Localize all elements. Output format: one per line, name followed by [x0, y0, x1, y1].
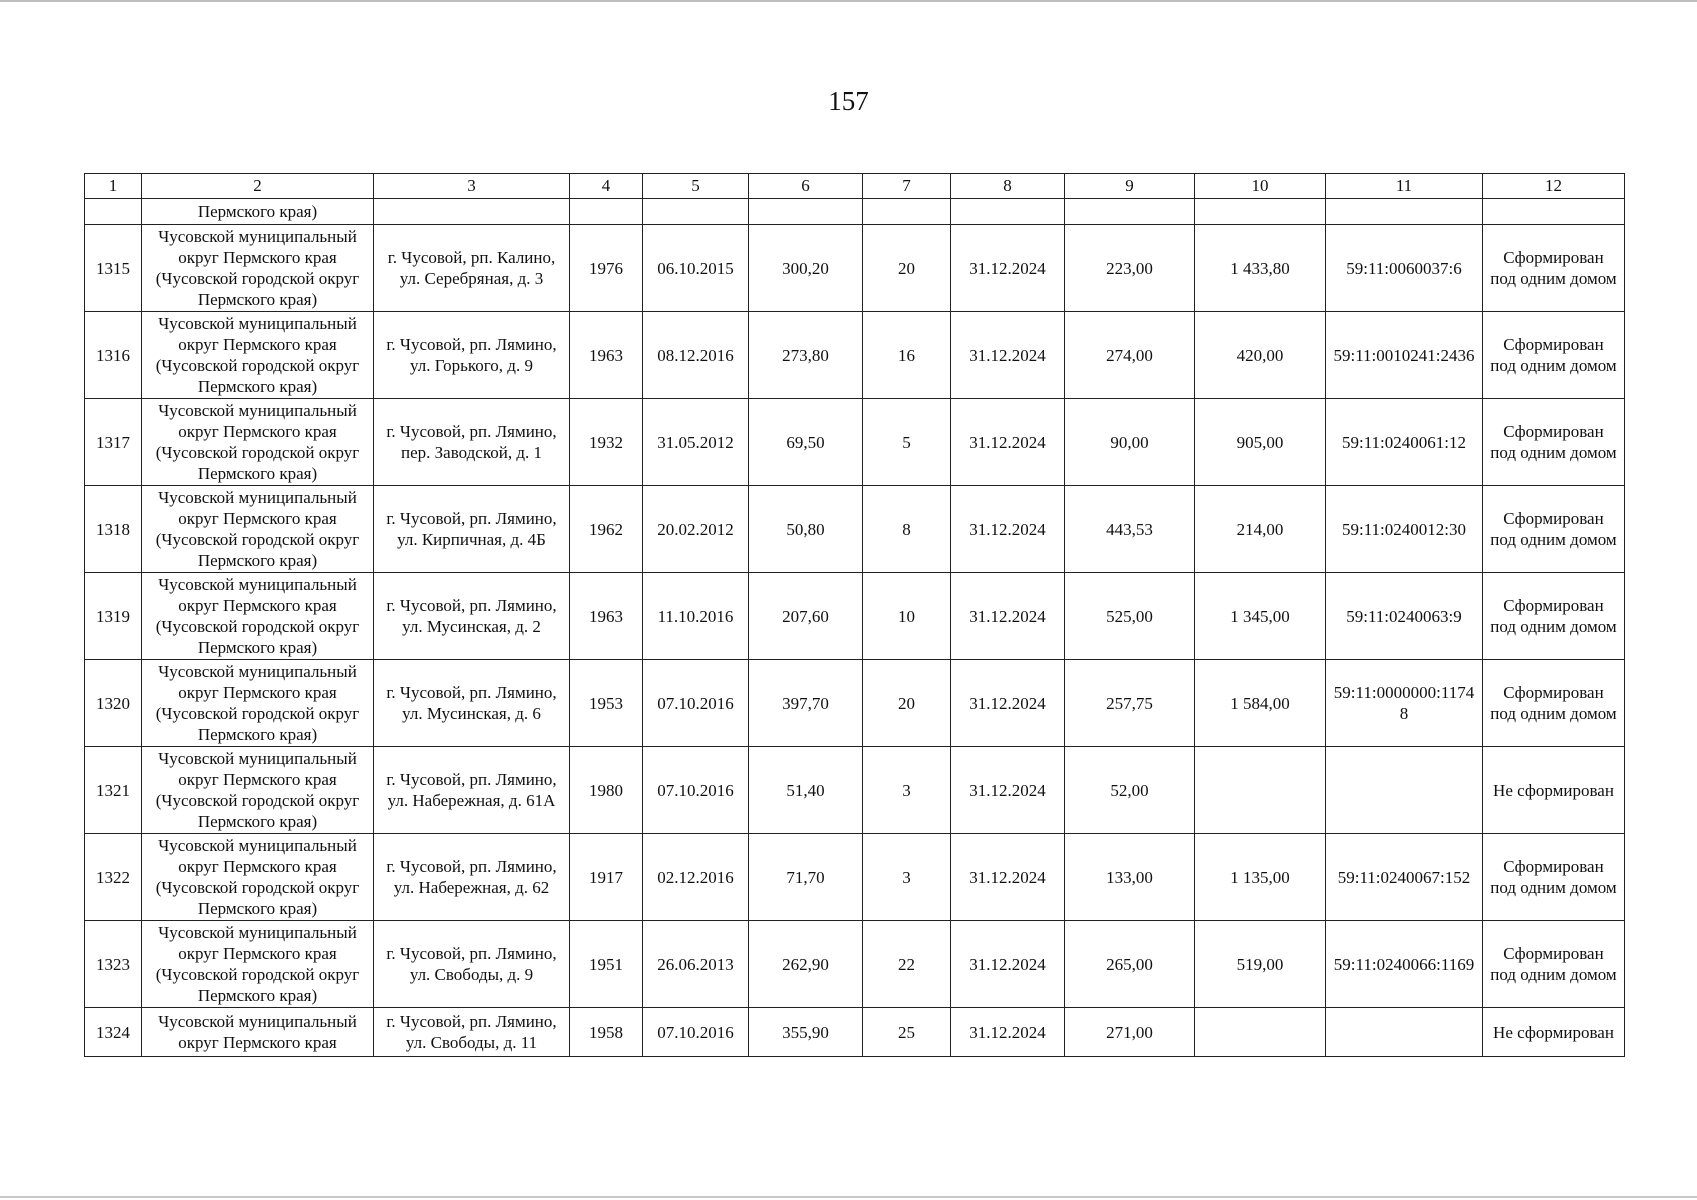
- cell-cadastral-number: [1326, 312, 1483, 399]
- cell-row-number: 1323: [85, 921, 142, 1008]
- cell-line: под одним домом: [1490, 704, 1617, 723]
- cell-date: 06.10.2015: [643, 225, 749, 312]
- cell-line: округ Пермского края: [178, 509, 337, 528]
- cell-line: под одним домом: [1490, 617, 1617, 636]
- table-row: [85, 486, 1625, 573]
- cell-owner: [142, 834, 374, 921]
- cell-cadastral-number: [1326, 747, 1483, 834]
- cell-land-area: 133,00: [1065, 834, 1195, 921]
- cell-row-number: 1317: [85, 399, 142, 486]
- cell-plot-area: 420,00: [1195, 312, 1326, 399]
- cell-line: Пермского края): [197, 812, 318, 831]
- cell-line: округ Пермского края: [178, 944, 337, 963]
- cell-plot-status: [1483, 573, 1625, 660]
- cell-plot-area: [1195, 747, 1326, 834]
- cell-line: Пермского края): [197, 986, 318, 1005]
- cell-deadline: 31.12.2024: [951, 660, 1065, 747]
- cell-residents: 8: [863, 486, 951, 573]
- cell-row-number: 1316: [85, 312, 142, 399]
- table-row: [85, 573, 1625, 660]
- cell-line: (Чусовской городской округ: [155, 617, 360, 636]
- cell-line: (Чусовской городской округ: [155, 878, 360, 897]
- cell-plot-status: [1483, 399, 1625, 486]
- cell-land-area: 52,00: [1065, 747, 1195, 834]
- cell-area: 355,90: [749, 1008, 863, 1057]
- cell-plot-area: 1 135,00: [1195, 834, 1326, 921]
- col-header-3: 3: [374, 174, 570, 199]
- cell-line: под одним домом: [1490, 965, 1617, 984]
- cell: [1483, 199, 1625, 225]
- cell-line: Чусовской муниципальный: [158, 923, 357, 942]
- table-row: [85, 660, 1625, 747]
- col-header-9: 9: [1065, 174, 1195, 199]
- cell-cadastral-number: [1326, 399, 1483, 486]
- cell-address: [374, 921, 570, 1008]
- col-header-5: 5: [643, 174, 749, 199]
- table-row: [85, 225, 1625, 312]
- cell-plot-area: 1 345,00: [1195, 573, 1326, 660]
- cell-line: 59:11:0240066:1169: [1333, 954, 1475, 974]
- cell: [1326, 199, 1483, 225]
- cell-row-number: 1320: [85, 660, 142, 747]
- cell-line: под одним домом: [1490, 530, 1617, 549]
- cell-year-built: 1932: [570, 399, 643, 486]
- cell-row-number: 1322: [85, 834, 142, 921]
- cell-residents: 3: [863, 834, 951, 921]
- table-row: [85, 834, 1625, 921]
- cell-line: округ Пермского края: [178, 335, 337, 354]
- cell-year-built: 1917: [570, 834, 643, 921]
- cell-line: Пермского края): [197, 725, 318, 744]
- cell-line: Пермского края): [197, 464, 318, 483]
- page-number: 157: [828, 86, 869, 116]
- cell-plot-area: 905,00: [1195, 399, 1326, 486]
- cell-owner-continued: Пермского края): [142, 199, 374, 225]
- cell-line: пер. Заводской, д. 1: [401, 443, 542, 462]
- cell: [643, 199, 749, 225]
- cell-land-area: 525,00: [1065, 573, 1195, 660]
- cell-address: [374, 834, 570, 921]
- cell: [749, 199, 863, 225]
- housing-registry-table: [84, 173, 1625, 1057]
- cell-line: ул. Свободы, д. 9: [409, 965, 534, 984]
- cell-line: Чусовской муниципальный: [158, 488, 357, 507]
- cell-line: Не сформирован: [1493, 780, 1614, 800]
- scan-edge-top: [0, 0, 1697, 2]
- cell: [85, 199, 142, 225]
- cell-year-built: 1958: [570, 1008, 643, 1057]
- cell-line: округ Пермского края: [178, 596, 337, 615]
- cell-land-area: 265,00: [1065, 921, 1195, 1008]
- col-header-6: 6: [749, 174, 863, 199]
- cell-line: г. Чусовой, рп. Лямино,: [386, 770, 557, 789]
- cell-line: Сформирован: [1503, 857, 1604, 876]
- cell-plot-area: 214,00: [1195, 486, 1326, 573]
- cell-address: [374, 399, 570, 486]
- cell-line: (Чусовской городской округ: [155, 965, 360, 984]
- cell-cadastral-number: [1326, 660, 1483, 747]
- cell-line: Чусовской муниципальный: [158, 1012, 357, 1031]
- cell-date: 31.05.2012: [643, 399, 749, 486]
- cell-owner: [142, 312, 374, 399]
- cell-line: ул. Набережная, д. 62: [393, 878, 550, 897]
- cell-date: 20.02.2012: [643, 486, 749, 573]
- cell-line: Чусовской муниципальный: [158, 749, 357, 768]
- cell-line: Чусовской муниципальный: [158, 836, 357, 855]
- cell-line: Чусовской муниципальный: [158, 227, 357, 246]
- cell-line: Пермского края): [197, 290, 318, 309]
- cell-line: под одним домом: [1490, 443, 1617, 462]
- col-header-2: 2: [142, 174, 374, 199]
- cell-deadline: 31.12.2024: [951, 312, 1065, 399]
- cell-line: Сформирован: [1503, 683, 1604, 702]
- cell-plot-status: [1483, 921, 1625, 1008]
- cell-area: 397,70: [749, 660, 863, 747]
- cell-cadastral-number: [1326, 486, 1483, 573]
- cell-date: 07.10.2016: [643, 747, 749, 834]
- column-number-row: [85, 174, 1625, 199]
- cell-line: Сформирован: [1503, 944, 1604, 963]
- cell-plot-status: [1483, 1008, 1625, 1057]
- cell-plot-area: [1195, 1008, 1326, 1057]
- cell-owner: [142, 399, 374, 486]
- cell-cadastral-number: [1326, 834, 1483, 921]
- cell-address: [374, 747, 570, 834]
- table-row: [85, 399, 1625, 486]
- cell-owner: [142, 747, 374, 834]
- cell-line: 59:11:0060037:6: [1346, 258, 1462, 278]
- cell-line: (Чусовской городской округ: [155, 269, 360, 288]
- cell-date: 07.10.2016: [643, 660, 749, 747]
- col-header-12: 12: [1483, 174, 1625, 199]
- cell: [570, 199, 643, 225]
- cell-area: 50,80: [749, 486, 863, 573]
- cell-owner: [142, 225, 374, 312]
- cell-area: 300,20: [749, 225, 863, 312]
- cell-cadastral-number: [1326, 573, 1483, 660]
- cell-line: ул. Кирпичная, д. 4Б: [397, 530, 546, 549]
- cell-deadline: 31.12.2024: [951, 921, 1065, 1008]
- cell-row-number: 1318: [85, 486, 142, 573]
- cell-line: ул. Серебряная, д. 3: [399, 269, 544, 288]
- cell-year-built: 1980: [570, 747, 643, 834]
- cell-area: 273,80: [749, 312, 863, 399]
- cell-line: Пермского края): [197, 551, 318, 570]
- cell-land-area: 271,00: [1065, 1008, 1195, 1057]
- cell-residents: 16: [863, 312, 951, 399]
- cell-residents: 3: [863, 747, 951, 834]
- table-body: [85, 174, 1625, 1057]
- cell-date: 08.12.2016: [643, 312, 749, 399]
- cell-cadastral-number: [1326, 225, 1483, 312]
- cell-deadline: 31.12.2024: [951, 573, 1065, 660]
- cell-land-area: 443,53: [1065, 486, 1195, 573]
- cell-row-number: 1324: [85, 1008, 142, 1057]
- cell-line: г. Чусовой, рп. Лямино,: [386, 1012, 557, 1031]
- cell-line: под одним домом: [1490, 269, 1617, 288]
- cell-deadline: 31.12.2024: [951, 834, 1065, 921]
- cell-line: округ Пермского края: [178, 770, 337, 789]
- cell-owner: [142, 660, 374, 747]
- cell-address: [374, 660, 570, 747]
- table-row: [85, 747, 1625, 834]
- cell-year-built: 1951: [570, 921, 643, 1008]
- cell-row-number: 1319: [85, 573, 142, 660]
- cell-area: 262,90: [749, 921, 863, 1008]
- cell-line: (Чусовской городской округ: [155, 356, 360, 375]
- cell-line: Пермского края): [197, 638, 318, 657]
- cell-plot-status: [1483, 834, 1625, 921]
- cell-plot-status: [1483, 660, 1625, 747]
- cell-deadline: 31.12.2024: [951, 399, 1065, 486]
- cell-year-built: 1963: [570, 573, 643, 660]
- cell-line: Не сформирован: [1493, 1022, 1614, 1042]
- cell-plot-area: 1 584,00: [1195, 660, 1326, 747]
- cell-area: 69,50: [749, 399, 863, 486]
- cell-area: 207,60: [749, 573, 863, 660]
- cell-row-number: 1321: [85, 747, 142, 834]
- cell-line: Сформирован: [1503, 335, 1604, 354]
- cell-line: г. Чусовой, рп. Лямино,: [386, 422, 557, 441]
- cell-land-area: 90,00: [1065, 399, 1195, 486]
- cell-line: г. Чусовой, рп. Лямино,: [386, 596, 557, 615]
- cell-line: Сформирован: [1503, 248, 1604, 267]
- cell-line: Чусовской муниципальный: [158, 575, 357, 594]
- table-row: [85, 1008, 1625, 1057]
- cell-owner: [142, 486, 374, 573]
- cell-line: Чусовской муниципальный: [158, 401, 357, 420]
- cell: [1195, 199, 1326, 225]
- cell-line: Сформирован: [1503, 596, 1604, 615]
- cell-line: 8: [1399, 704, 1409, 723]
- cell-plot-status: [1483, 486, 1625, 573]
- cell-date: 11.10.2016: [643, 573, 749, 660]
- col-header-4: 4: [570, 174, 643, 199]
- cell-residents: 22: [863, 921, 951, 1008]
- cell-line: Пермского края): [197, 899, 318, 918]
- cell-plot-area: 1 433,80: [1195, 225, 1326, 312]
- cell-owner: [142, 921, 374, 1008]
- scan-edge-bottom: [0, 1196, 1697, 1198]
- cell-address: [374, 486, 570, 573]
- cell-line: г. Чусовой, рп. Лямино,: [386, 857, 557, 876]
- table-row: [85, 921, 1625, 1008]
- cell-line: 59:11:0240012:30: [1341, 519, 1467, 539]
- cell-residents: 20: [863, 660, 951, 747]
- cell-land-area: 274,00: [1065, 312, 1195, 399]
- cell-area: 51,40: [749, 747, 863, 834]
- col-header-11: 11: [1326, 174, 1483, 199]
- cell-deadline: 31.12.2024: [951, 747, 1065, 834]
- cell-line: округ Пермского края: [178, 422, 337, 441]
- cell-deadline: 31.12.2024: [951, 1008, 1065, 1057]
- cell-line: г. Чусовой, рп. Лямино,: [386, 335, 557, 354]
- cell-land-area: 223,00: [1065, 225, 1195, 312]
- cell-address: [374, 225, 570, 312]
- cell-line: ул. Набережная, д. 61А: [387, 791, 556, 810]
- cell-line: округ Пермского края: [178, 857, 337, 876]
- cell-line: ул. Горького, д. 9: [410, 356, 533, 375]
- cell-cadastral-number: [1326, 921, 1483, 1008]
- cell-line: округ Пермского края: [178, 248, 337, 267]
- cell-line: 59:11:0240063:9: [1346, 606, 1462, 626]
- cell-residents: 10: [863, 573, 951, 660]
- cell-date: 02.12.2016: [643, 834, 749, 921]
- cell-residents: 5: [863, 399, 951, 486]
- cell-plot-status: [1483, 225, 1625, 312]
- continuation-row: [85, 199, 1625, 225]
- cell: [1065, 199, 1195, 225]
- cell-date: 07.10.2016: [643, 1008, 749, 1057]
- cell-address: [374, 1008, 570, 1057]
- cell-land-area: 257,75: [1065, 660, 1195, 747]
- cell-line: ул. Мусинская, д. 6: [402, 704, 541, 723]
- cell-line: 59:11:0240061:12: [1341, 432, 1467, 452]
- cell: [951, 199, 1065, 225]
- cell-line: 59:11:0240067:152: [1337, 867, 1471, 887]
- cell-residents: 20: [863, 225, 951, 312]
- table-row: [85, 312, 1625, 399]
- cell-line: г. Чусовой, рп. Лямино,: [386, 509, 557, 528]
- cell-line: г. Чусовой, рп. Лямино,: [386, 944, 557, 963]
- cell-line: под одним домом: [1490, 356, 1617, 375]
- cell-plot-status: [1483, 312, 1625, 399]
- cell-year-built: 1962: [570, 486, 643, 573]
- cell-line: округ Пермского края: [178, 683, 337, 702]
- cell-address: [374, 312, 570, 399]
- cell-line: (Чусовской городской округ: [155, 530, 360, 549]
- cell-line: Чусовской муниципальный: [158, 662, 357, 681]
- cell-line: Сформирован: [1503, 422, 1604, 441]
- cell-line: Пермского края): [197, 377, 318, 396]
- cell: [374, 199, 570, 225]
- cell-owner: [142, 1008, 374, 1057]
- cell-line: Сформирован: [1503, 509, 1604, 528]
- cell-deadline: 31.12.2024: [951, 486, 1065, 573]
- cell-plot-status: [1483, 747, 1625, 834]
- cell-owner: [142, 573, 374, 660]
- cell-cadastral-number: [1326, 1008, 1483, 1057]
- cell-line: (Чусовской городской округ: [155, 704, 360, 723]
- cell-plot-area: 519,00: [1195, 921, 1326, 1008]
- cell-line: 59:11:0000000:1174: [1333, 683, 1475, 702]
- cell-date: 26.06.2013: [643, 921, 749, 1008]
- cell-line: под одним домом: [1490, 878, 1617, 897]
- cell-line: (Чусовской городской округ: [155, 443, 360, 462]
- col-header-7: 7: [863, 174, 951, 199]
- cell-address: [374, 573, 570, 660]
- col-header-8: 8: [951, 174, 1065, 199]
- cell-line: г. Чусовой, рп. Калино,: [387, 248, 556, 267]
- cell-residents: 25: [863, 1008, 951, 1057]
- cell-area: 71,70: [749, 834, 863, 921]
- cell-row-number: 1315: [85, 225, 142, 312]
- cell-year-built: 1963: [570, 312, 643, 399]
- cell-year-built: 1953: [570, 660, 643, 747]
- cell-line: (Чусовской городской округ: [155, 791, 360, 810]
- cell-line: ул. Свободы, д. 11: [405, 1033, 538, 1052]
- cell-line: округ Пермского края: [178, 1033, 337, 1052]
- col-header-10: 10: [1195, 174, 1326, 199]
- cell-line: ул. Мусинская, д. 2: [402, 617, 541, 636]
- cell-deadline: 31.12.2024: [951, 225, 1065, 312]
- cell-line: Чусовской муниципальный: [158, 314, 357, 333]
- cell-line: г. Чусовой, рп. Лямино,: [386, 683, 557, 702]
- cell-line: 59:11:0010241:2436: [1333, 345, 1475, 365]
- cell: [863, 199, 951, 225]
- cell-year-built: 1976: [570, 225, 643, 312]
- col-header-1: 1: [85, 174, 142, 199]
